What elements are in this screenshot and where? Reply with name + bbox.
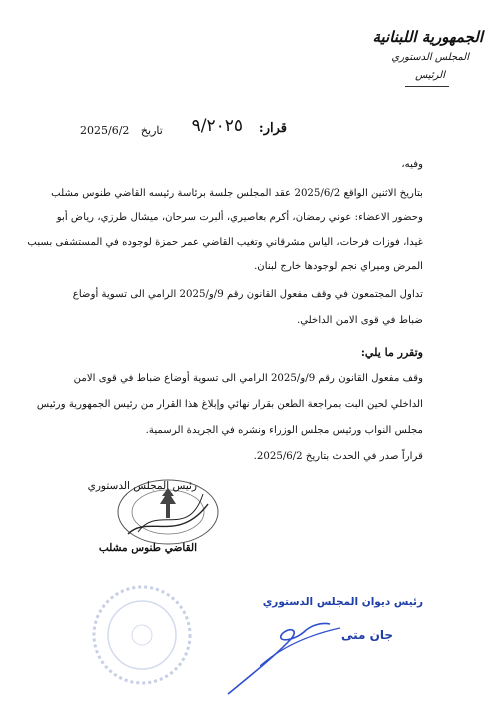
president-name: القاضي طنوس مشلب [98,542,197,554]
secretary-name: جان متى [340,628,393,642]
body-line: ضباط في قوى الامن الداخلي. [296,315,423,326]
header-underline [405,86,449,87]
body-line: تداول المجتمعون في وقف مفعول القانون رقم 9/و/2025 الرامي الى تسوية أوضاع [72,289,423,300]
decision-date-label: تاريخ [140,124,163,137]
decision-date-value: 2025/6/2 [80,124,130,137]
secretary-signature [220,606,350,698]
decision-label: قرار: [258,121,287,136]
decision-date [80,124,163,137]
body-line: وحضور الاعضاء: عوني رمضان، أكرم بعاصيري، ألبرت سرحان، ميشال طرزي، رياض أبو [56,212,423,223]
decision-line: وقف مفعول القانون رقم 9/و/2025 الرامي الى تسوية أوضاع ضباط في قوى الامن [73,373,423,384]
opening-text: وفيه، [401,159,423,170]
decision-line: مجلس النواب ورئيس مجلس الوزراء ونشره في الجريدة الرسمية. [145,425,423,436]
office-heading: الرئيس [415,70,445,81]
body-line: غيدا، فوزات فرحات، الياس مشرقاني وتغيب القاضي عمر حمزة لوجوده في المستشفى بسبب [27,237,423,248]
decision-line: قراراً صدر في الحدث بتاريخ 2025/6/2. [253,451,423,462]
body-line: بتاريخ الاثنين الواقع 2025/6/2 عقد المجلس جلسة برئاسة رئيسه القاضي طنوس مشلب [51,188,423,199]
decision-number: ٩/٢٠٢٥ [191,116,243,136]
president-title: رئيس المجلس الدستوري [87,480,197,492]
council-heading: المجلس الدستوري [391,52,469,63]
republic-heading: الجمهورية اللبنانية [372,28,483,46]
secretariat-stamp [70,580,220,690]
decision-line: الداخلي لحين البت بمراجعة الطعن بقرار نهائي وإبلاغ هذا القرار من رئيس الجمهورية ورئيس [36,399,423,410]
body-line: المرض وميراي نجم لوجودها خارج لبنان. [254,261,423,272]
secretary-title: رئيس ديوان المجلس الدستوري [262,596,423,608]
resolved-heading: وتقرر ما يلي: [360,346,423,359]
